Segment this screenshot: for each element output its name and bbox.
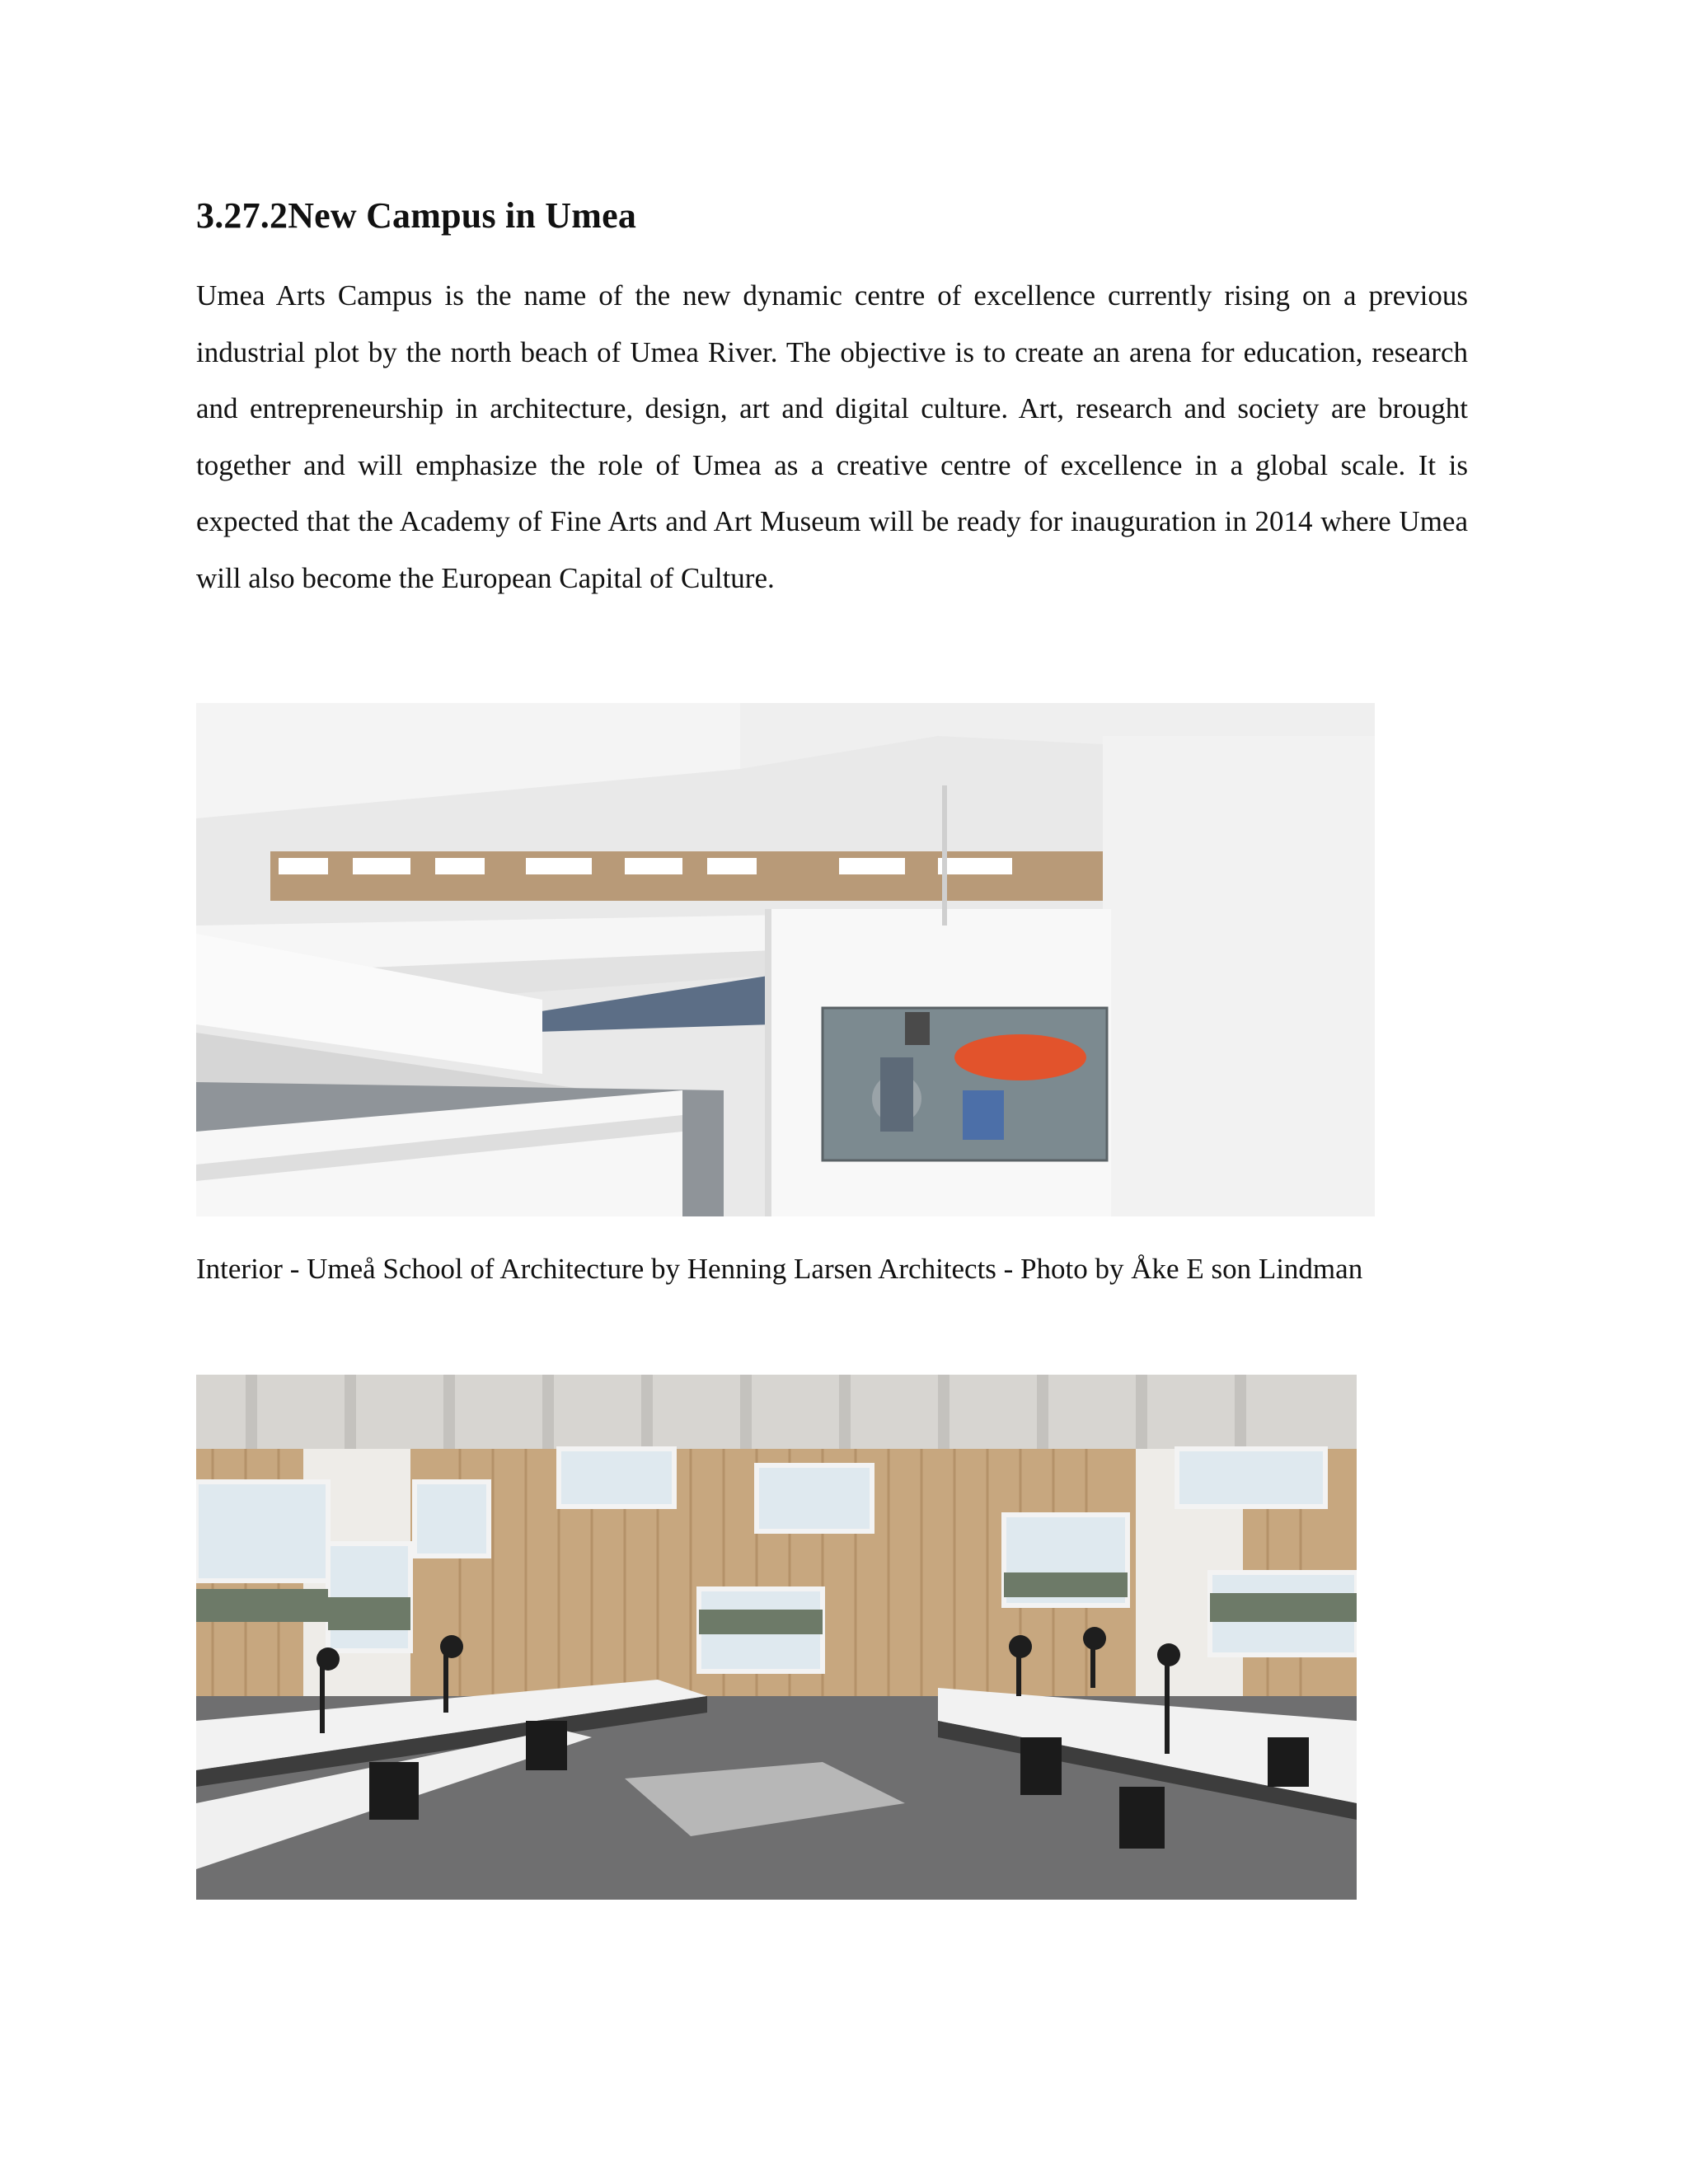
studio-desks-photo (196, 1375, 1357, 1900)
figure-caption: Interior - Umeå School of Architecture by Henning Larsen Architects - Photo by Åke E son Lindman (196, 1253, 1363, 1285)
studio-desks-photo-graphic (196, 1375, 1357, 1900)
interior-atrium-photo (196, 703, 1375, 1216)
section-heading: 3.27.2New Campus in Umea (196, 195, 637, 236)
section-paragraph: Umea Arts Campus is the name of the new dynamic centre of excellence currently rising on a previous industrial plot by the north beach of Umea River. The objective is to create an arena for education, research and entrepreneurship in architecture, design, art and digital culture. Art, research and society are brought together and will emphasize the role of Umea as a creative centre of excellence in a global scale. It is expected that the Academy of Fine Arts and Art Museum will be ready for inauguration in 2014 where Umea will also become the European Capital of Culture. (196, 279, 1468, 594)
interior-atrium-photo-graphic (196, 703, 1375, 1216)
